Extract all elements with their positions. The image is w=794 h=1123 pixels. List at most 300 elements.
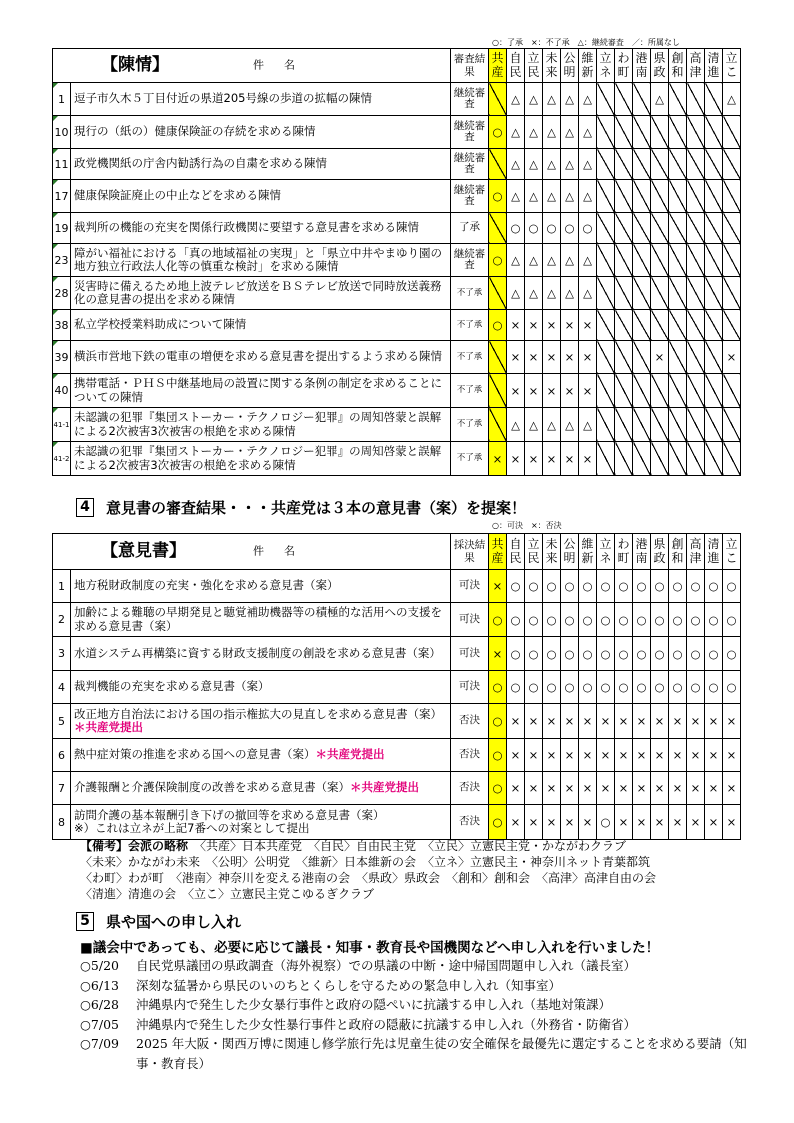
row-result: 継続審査 — [451, 83, 489, 116]
vote-mark: ○ — [489, 244, 507, 277]
vote-mark: ○ — [489, 180, 507, 213]
section-5-number: 5 — [76, 912, 94, 931]
vote-mark: ○ — [489, 310, 507, 341]
vote-mark: △ — [525, 408, 543, 442]
vote-mark: ○ — [561, 671, 579, 704]
party-header: 維新 — [579, 49, 597, 83]
column-header-subject — [253, 59, 315, 72]
vote-mark: ○ — [651, 637, 669, 671]
vote-mark: △ — [651, 83, 669, 116]
vote-mark: × — [507, 772, 525, 805]
vote-mark-none — [723, 149, 741, 180]
table-row — [53, 805, 741, 840]
vote-mark: × — [507, 704, 525, 739]
vote-mark-none — [633, 341, 651, 374]
vote-mark: ○ — [687, 570, 705, 603]
vote-mark: × — [705, 805, 723, 840]
section-4-title: 意見書の審査結果・・・共産党は３本の意見書（案）を提案！ — [106, 499, 527, 517]
vote-mark: × — [543, 374, 561, 408]
column-header-result: 審査結果 — [451, 49, 489, 83]
vote-mark: × — [633, 805, 651, 840]
subject-text: 逗子市久木５丁目付近の県道205号線の歩道の拡幅の陳情 — [74, 91, 372, 106]
vote-mark: △ — [543, 149, 561, 180]
vote-mark: △ — [543, 180, 561, 213]
vote-mark: ○ — [633, 671, 651, 704]
vote-mark: ○ — [525, 671, 543, 704]
vote-mark: △ — [525, 180, 543, 213]
vote-mark: × — [507, 310, 525, 341]
row-result: 継続審査 — [451, 149, 489, 180]
vote-mark-none — [633, 83, 651, 116]
table-row — [53, 408, 741, 442]
vote-mark: ○ — [597, 570, 615, 603]
vote-mark-none — [633, 180, 651, 213]
request-date: ○6/28 — [80, 997, 119, 1012]
vote-mark: △ — [561, 277, 579, 310]
vote-mark-none — [723, 374, 741, 408]
vote-mark-none — [651, 180, 669, 213]
jcp-submitted-note: ＊共産党提出 — [350, 780, 419, 795]
vote-mark-none — [615, 277, 633, 310]
vote-mark: × — [507, 805, 525, 840]
party-header: 立こ — [723, 534, 741, 570]
row-marker — [53, 341, 58, 346]
vote-mark: × — [543, 341, 561, 374]
vote-mark-none — [705, 408, 723, 442]
table-title: 【陳情】 — [101, 54, 169, 75]
section-5-title: 県や国への申し入れ — [106, 913, 242, 931]
vote-mark: △ — [543, 244, 561, 277]
request-item — [80, 1034, 760, 1073]
vote-mark: ○ — [615, 603, 633, 637]
vote-mark-none — [669, 116, 687, 149]
vote-mark: × — [525, 341, 543, 374]
request-date: ○7/05 — [80, 1016, 119, 1032]
vote-mark-none — [651, 442, 669, 476]
table-row — [53, 277, 741, 310]
row-subject — [71, 149, 451, 180]
vote-mark: ○ — [723, 637, 741, 671]
vote-mark: ○ — [579, 671, 597, 704]
row-result: 否決 — [451, 805, 489, 840]
vote-mark-none — [633, 116, 651, 149]
vote-mark: ○ — [507, 671, 525, 704]
vote-mark: × — [687, 772, 705, 805]
row-subject — [71, 244, 451, 277]
vote-mark: ○ — [615, 671, 633, 704]
vote-mark-none — [705, 213, 723, 244]
vote-mark: △ — [561, 83, 579, 116]
party-header: わ町 — [615, 534, 633, 570]
table-row — [53, 213, 741, 244]
vote-mark: ○ — [597, 805, 615, 840]
party-header: 高津 — [687, 49, 705, 83]
vote-mark: ○ — [489, 772, 507, 805]
table-header-row — [53, 49, 741, 83]
remarks-line: 〈清進〉清進の会 〈立こ〉立憲民主党こゆるぎクラブ — [80, 887, 375, 901]
vote-mark: × — [705, 739, 723, 772]
table-row — [53, 671, 741, 704]
vote-mark-none — [687, 408, 705, 442]
table-row — [53, 149, 741, 180]
vote-mark: × — [705, 704, 723, 739]
vote-mark-none — [705, 442, 723, 476]
subject-text: 裁判所の機能の充実を関係行政機関に要望する意見書を求める陳情 — [74, 220, 419, 235]
vote-mark-none — [615, 408, 633, 442]
row-marker — [53, 374, 58, 379]
vote-mark: △ — [579, 277, 597, 310]
table-row — [53, 704, 741, 739]
vote-mark: ○ — [489, 603, 507, 637]
vote-mark-none — [597, 83, 615, 116]
vote-mark: × — [543, 310, 561, 341]
vote-mark: ○ — [615, 637, 633, 671]
vote-mark-none — [615, 213, 633, 244]
vote-mark-none — [723, 180, 741, 213]
vote-mark: ○ — [561, 603, 579, 637]
row-marker — [53, 408, 58, 413]
vote-mark: ○ — [705, 637, 723, 671]
vote-mark-none — [723, 310, 741, 341]
subject-text: 熱中症対策の推進を求める国への意見書（案） — [74, 747, 316, 762]
row-result: 否決 — [451, 772, 489, 805]
party-header: 未来 — [543, 49, 561, 83]
vote-mark-none — [705, 341, 723, 374]
vote-mark-none — [633, 310, 651, 341]
vote-mark: △ — [543, 277, 561, 310]
vote-mark-none — [687, 277, 705, 310]
vote-mark: △ — [507, 83, 525, 116]
vote-mark-none — [669, 149, 687, 180]
column-header-subject — [253, 545, 315, 558]
vote-mark: × — [669, 805, 687, 840]
vote-mark: △ — [543, 408, 561, 442]
vote-mark: × — [651, 341, 669, 374]
party-header: 公明 — [561, 49, 579, 83]
vote-mark: ○ — [669, 570, 687, 603]
vote-mark: × — [543, 772, 561, 805]
row-number: 1 — [53, 570, 71, 603]
vote-mark: ○ — [723, 570, 741, 603]
request-item — [80, 956, 760, 976]
vote-mark: △ — [561, 244, 579, 277]
subject-text: 加齢による難聴の早期発見と聴覚補助機器等の積極的な活用への支援を求める意見書（案） — [74, 605, 442, 633]
vote-mark-none — [705, 374, 723, 408]
vote-mark: × — [525, 442, 543, 476]
vote-mark: △ — [543, 83, 561, 116]
vote-mark-none — [669, 244, 687, 277]
petition-legend: ○：了承 ×：不了承 △：継続審査 ／：所属なし — [492, 38, 680, 47]
vote-mark-none — [651, 244, 669, 277]
row-subject — [71, 671, 451, 704]
row-marker — [53, 442, 58, 447]
vote-mark: ○ — [669, 671, 687, 704]
vote-mark: × — [579, 310, 597, 341]
row-number: 41-1 — [53, 408, 71, 442]
vote-mark-none — [687, 180, 705, 213]
row-number: 39 — [53, 341, 71, 374]
party-header: 高津 — [687, 534, 705, 570]
row-number: 17 — [53, 180, 71, 213]
vote-mark: × — [525, 772, 543, 805]
vote-mark: × — [723, 739, 741, 772]
party-header: 創和 — [669, 534, 687, 570]
vote-mark: × — [615, 772, 633, 805]
vote-mark: ○ — [507, 570, 525, 603]
party-header: 創和 — [669, 49, 687, 83]
row-subject — [71, 772, 451, 805]
party-header: 立ネ — [597, 534, 615, 570]
vote-mark-none — [705, 83, 723, 116]
row-number: 28 — [53, 277, 71, 310]
row-result: 継続審査 — [451, 244, 489, 277]
vote-mark: △ — [507, 244, 525, 277]
row-marker — [53, 116, 58, 121]
row-subject — [71, 180, 451, 213]
column-header-result: 採決結果 — [451, 534, 489, 570]
party-header: 維新 — [579, 534, 597, 570]
subject-note: ※）これは立ネが上記7番への対案として提出 — [74, 821, 310, 835]
vote-mark: × — [489, 442, 507, 476]
row-subject — [71, 570, 451, 603]
vote-mark-none — [651, 116, 669, 149]
vote-mark: △ — [579, 180, 597, 213]
vote-mark: × — [669, 772, 687, 805]
vote-mark-none — [489, 83, 507, 116]
vote-mark: ○ — [543, 570, 561, 603]
vote-mark: × — [561, 704, 579, 739]
vote-mark: △ — [561, 180, 579, 213]
vote-mark: × — [669, 704, 687, 739]
vote-mark-none — [633, 408, 651, 442]
vote-mark: ○ — [525, 603, 543, 637]
vote-mark-none — [687, 341, 705, 374]
vote-mark: ○ — [669, 637, 687, 671]
vote-mark: ○ — [705, 603, 723, 637]
vote-mark-none — [633, 149, 651, 180]
party-header: 立こ — [723, 49, 741, 83]
vote-mark-none — [489, 341, 507, 374]
row-number: 23 — [53, 244, 71, 277]
vote-mark-none — [669, 83, 687, 116]
table-row — [53, 772, 741, 805]
party-header: 未来 — [543, 534, 561, 570]
column-header-subject-char: 件 — [253, 58, 264, 72]
request-text: 2025 年大阪・関西万博に関連し修学旅行先は児童生徒の安全確保を最優先に選定することを求める要請（知事・教育長） — [136, 1036, 747, 1071]
party-header: 共産 — [489, 49, 507, 83]
vote-mark: △ — [507, 180, 525, 213]
table-row — [53, 570, 741, 603]
vote-mark-none — [597, 244, 615, 277]
vote-mark-none — [687, 83, 705, 116]
vote-mark: ○ — [597, 603, 615, 637]
row-number: 7 — [53, 772, 71, 805]
vote-mark: ○ — [543, 671, 561, 704]
vote-mark-none — [669, 277, 687, 310]
vote-mark: × — [651, 739, 669, 772]
remarks-line: 〈未来〉かながわ未来 〈公明〉公明党 〈維新〉日本維新の会 〈立ネ〉立憲民主・神奈川ネット青葉都筑 — [80, 855, 651, 869]
vote-mark-none — [705, 244, 723, 277]
vote-mark: × — [615, 704, 633, 739]
vote-mark: × — [489, 570, 507, 603]
vote-mark: △ — [561, 116, 579, 149]
table-row — [53, 374, 741, 408]
vote-mark-none — [489, 149, 507, 180]
row-number: 1 — [53, 83, 71, 116]
vote-mark-none — [633, 244, 651, 277]
vote-mark-none — [651, 213, 669, 244]
subject-text: 未認識の犯罪『集団ストーカー・テクノロジー犯罪』の周知啓蒙と誤解による2次被害3次被害の根絶を求める陳情 — [74, 410, 442, 438]
vote-mark-none — [669, 408, 687, 442]
subject-text: 介護報酬と介護保険制度の改善を求める意見書（案） — [74, 780, 350, 795]
vote-mark: × — [633, 772, 651, 805]
vote-mark: △ — [525, 83, 543, 116]
vote-mark-none — [597, 442, 615, 476]
vote-mark-none — [597, 408, 615, 442]
vote-mark: △ — [507, 116, 525, 149]
request-item — [80, 1015, 760, 1035]
vote-mark: ○ — [669, 603, 687, 637]
vote-mark-none — [597, 310, 615, 341]
request-date: ○5/20 — [80, 958, 119, 973]
vote-mark: ○ — [705, 570, 723, 603]
vote-mark: × — [561, 310, 579, 341]
row-marker — [53, 83, 58, 88]
vote-mark-none — [687, 244, 705, 277]
table-title-cell — [53, 534, 451, 570]
vote-mark-none — [705, 116, 723, 149]
remarks — [80, 838, 770, 902]
vote-mark: × — [579, 704, 597, 739]
vote-mark: ○ — [561, 637, 579, 671]
vote-mark: ○ — [687, 671, 705, 704]
vote-mark: ○ — [525, 570, 543, 603]
vote-mark: ○ — [579, 603, 597, 637]
vote-mark-none — [705, 180, 723, 213]
vote-mark: ○ — [489, 116, 507, 149]
vote-mark-none — [633, 442, 651, 476]
party-header: 立民 — [525, 49, 543, 83]
vote-mark-none — [723, 408, 741, 442]
column-header-subject-char: 名 — [284, 58, 295, 72]
vote-mark: △ — [507, 277, 525, 310]
vote-mark: ○ — [633, 570, 651, 603]
vote-mark-none — [687, 442, 705, 476]
row-result: 可決 — [451, 671, 489, 704]
vote-mark: × — [633, 704, 651, 739]
vote-mark-none — [489, 408, 507, 442]
row-number: 2 — [53, 603, 71, 637]
request-text: 沖縄県内で発生した少女暴行事件と政府の隠ぺいに抗議する申し入れ（基地対策課） — [136, 997, 612, 1012]
vote-mark-none — [615, 374, 633, 408]
row-marker — [53, 213, 58, 218]
vote-mark-none — [687, 213, 705, 244]
vote-mark: × — [525, 310, 543, 341]
vote-mark-none — [705, 149, 723, 180]
vote-mark-none — [615, 116, 633, 149]
vote-mark-none — [723, 116, 741, 149]
request-list — [80, 956, 760, 1073]
remarks-line: 〈共産〉日本共産党 〈自民〉自由民主党 〈立民〉立憲民主党・かながわクラブ — [200, 839, 627, 853]
vote-mark: × — [615, 739, 633, 772]
row-marker — [53, 244, 58, 249]
vote-mark-none — [651, 408, 669, 442]
table-row — [53, 180, 741, 213]
column-header-subject-char: 名 — [284, 544, 295, 558]
subject-text: 地方税財政制度の充実・強化を求める意見書（案） — [74, 578, 339, 593]
vote-mark: × — [669, 739, 687, 772]
vote-mark: △ — [507, 408, 525, 442]
vote-mark: △ — [579, 408, 597, 442]
vote-mark-none — [669, 442, 687, 476]
vote-mark-none — [723, 213, 741, 244]
vote-mark-none — [651, 277, 669, 310]
vote-mark: △ — [579, 83, 597, 116]
row-number: 10 — [53, 116, 71, 149]
subject-text: 裁判機能の充実を求める意見書（案） — [74, 679, 270, 694]
section-4-number: 4 — [76, 498, 94, 517]
row-number: 3 — [53, 637, 71, 671]
vote-mark: ○ — [597, 671, 615, 704]
row-number: 11 — [53, 149, 71, 180]
row-result: 不了承 — [451, 408, 489, 442]
request-text: 深刻な猛暑から県民のいのちとくらしを守るための緊急申し入れ（知事室） — [136, 977, 562, 993]
subject-text: 私立学校授業料助成について陳情 — [74, 317, 247, 332]
vote-mark: ○ — [723, 671, 741, 704]
vote-mark: × — [723, 341, 741, 374]
vote-mark: △ — [723, 83, 741, 116]
row-number: 5 — [53, 704, 71, 739]
row-marker — [53, 180, 58, 185]
vote-mark: ○ — [651, 570, 669, 603]
vote-mark-none — [489, 374, 507, 408]
vote-mark: × — [651, 805, 669, 840]
vote-mark: ○ — [507, 637, 525, 671]
vote-mark: △ — [525, 244, 543, 277]
vote-mark-none — [633, 277, 651, 310]
row-subject — [71, 341, 451, 374]
row-result: 可決 — [451, 637, 489, 671]
vote-mark-none — [687, 310, 705, 341]
vote-mark-none — [597, 149, 615, 180]
request-date: ○7/09 — [80, 1036, 119, 1051]
remarks-label: 【備考】会派の略称 — [80, 839, 189, 853]
vote-mark: ○ — [507, 213, 525, 244]
party-header: 県政 — [651, 49, 669, 83]
subject-text: 現行の（紙の）健康保険証の存続を求める陳情 — [74, 124, 316, 139]
vote-mark-none — [597, 116, 615, 149]
row-subject — [71, 704, 451, 739]
row-result: 不了承 — [451, 442, 489, 476]
table-row — [53, 310, 741, 341]
subject-text: 携帯電話・ＰＨＳ中継基地局の設置に関する条例の制定を求めることについての陳情 — [74, 376, 442, 404]
row-result: 可決 — [451, 570, 489, 603]
vote-mark: ○ — [525, 637, 543, 671]
row-subject — [71, 442, 451, 476]
row-result: 不了承 — [451, 374, 489, 408]
vote-mark-none — [633, 213, 651, 244]
subject-text: 健康保険証廃止の中止などを求める陳情 — [74, 188, 281, 203]
row-subject — [71, 805, 451, 840]
vote-mark: △ — [525, 116, 543, 149]
vote-mark-none — [597, 374, 615, 408]
vote-mark: ○ — [489, 805, 507, 840]
vote-mark: × — [687, 739, 705, 772]
vote-mark: × — [561, 374, 579, 408]
vote-mark: ○ — [525, 213, 543, 244]
vote-mark: × — [507, 341, 525, 374]
vote-mark: ○ — [579, 213, 597, 244]
